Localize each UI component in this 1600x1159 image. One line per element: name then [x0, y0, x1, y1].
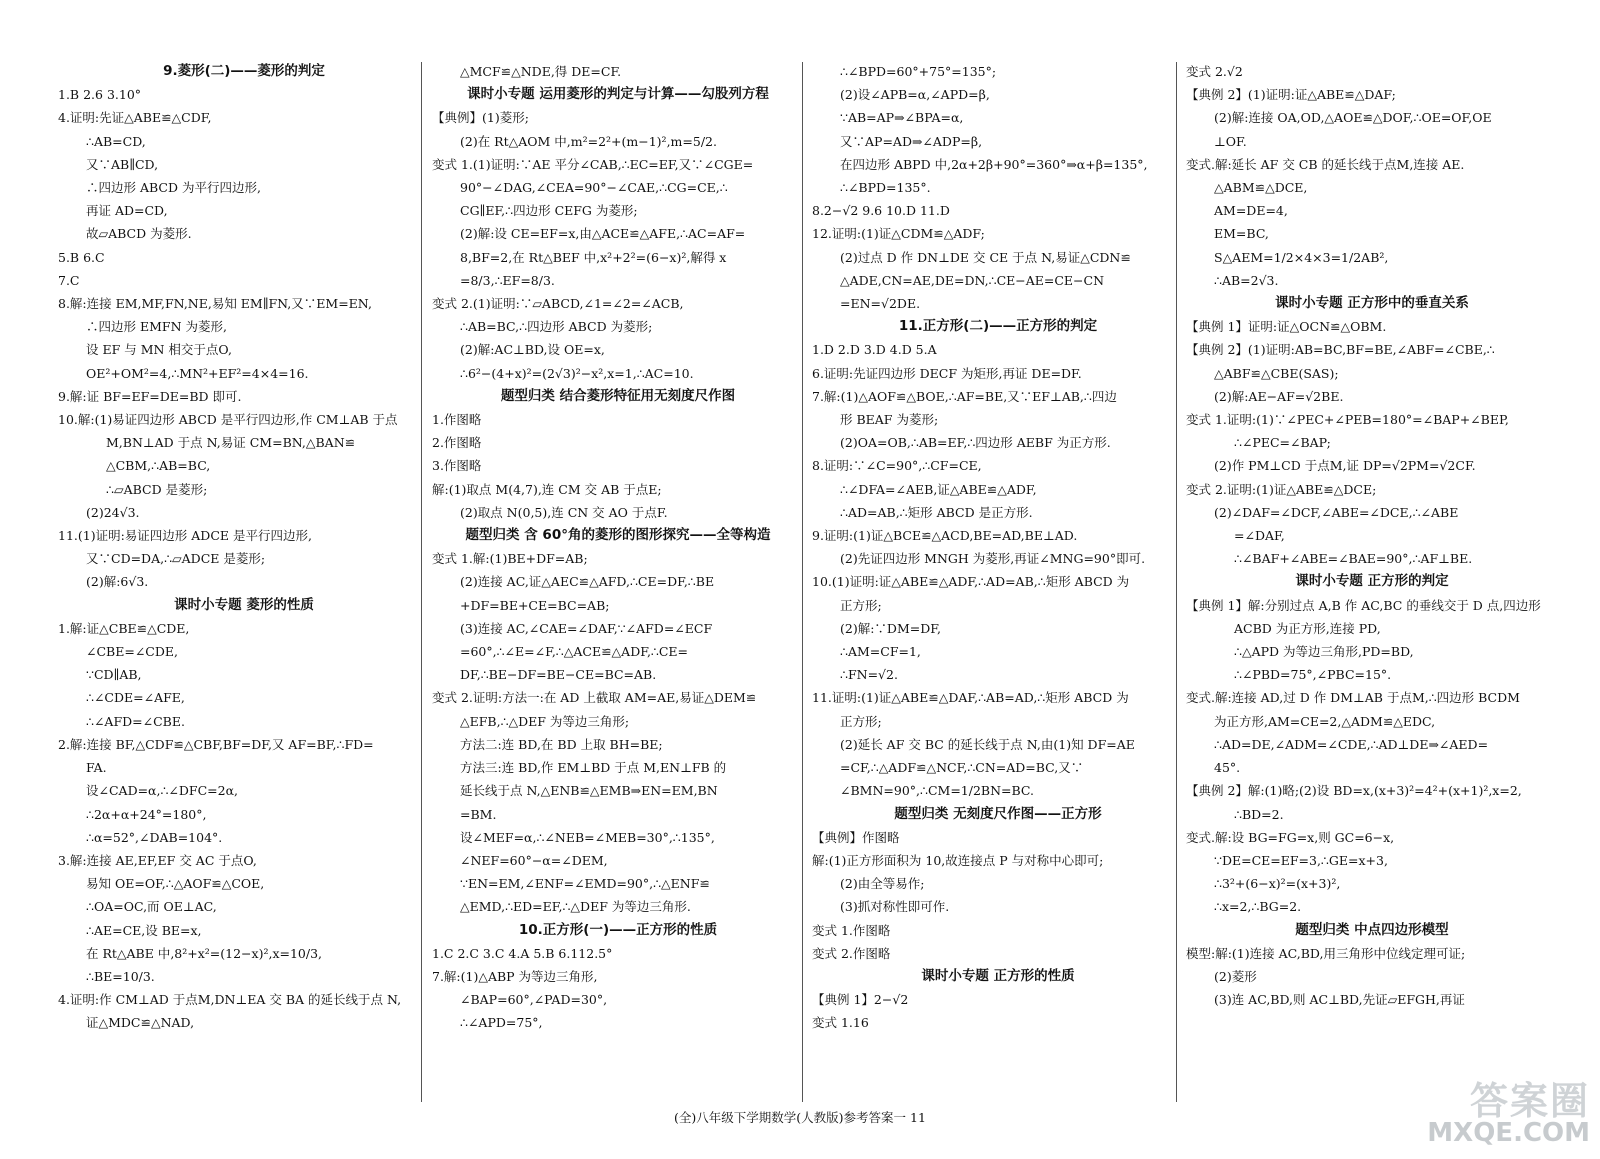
answer-line: 设∠CAD=α,∴∠DFC=2α,	[86, 783, 239, 799]
answer-line: ∴2α+α+24°=180°,	[86, 806, 207, 822]
answer-line: (3)抓对称性即可作.	[840, 899, 950, 915]
answer-line: 9.解:证 BF=EF=DE=BD 即可.	[58, 388, 242, 404]
answer-line: 在 Rt△ABE 中,8²+x²=(12−x)²,x=10/3,	[86, 945, 323, 961]
answer-line: 1.作图略	[432, 412, 482, 428]
answer-line: 4.证明:先证△ABE≌△CDF,	[58, 110, 212, 126]
answer-line: 为正方形,AM=CE=2,△ADM≌△EDC,	[1214, 713, 1436, 729]
answer-line: (2)由全等易作;	[840, 876, 925, 892]
answer-line: △ADE,CN=AE,DE=DN,∴CE−AE=CE−CN	[840, 272, 1105, 288]
answer-line: ∴∠PEC=∠BAP;	[1234, 435, 1331, 451]
answer-line: 90°−∠DAG,∠CEA=90°−∠CAE,∴CG=CE,∴	[460, 180, 728, 196]
answer-line: ∵AB=AP⇒∠BPA=α,	[840, 110, 964, 126]
answer-line: ∴α=52°,∠DAB=104°.	[86, 829, 223, 845]
answer-line: ∴▱ABCD 是菱形;	[106, 481, 208, 497]
section-heading: 课时小专题 正方形的性质	[921, 967, 1075, 984]
answer-line: S△AEM=1/2×4×3=1/2AB²,	[1214, 249, 1389, 265]
answer-line: 【典例 2】(1)证明:AB=BC,BF=BE,∠ABF=∠CBE,∴	[1186, 342, 1495, 358]
answer-line: 8.2−√2 9.6 10.D 11.D	[812, 203, 950, 219]
answer-line: 3.解:连接 AE,EF,EF 交 AC 于点O,	[58, 852, 257, 868]
answer-line: DF,∴BE−DF=BE−CE=BC=AB.	[460, 667, 657, 683]
answer-line: CG∥EF,∴四边形 CEFG 为菱形;	[460, 203, 638, 219]
answer-line: ∠BMN=90°,∴CM=1/2BN=BC.	[840, 783, 1035, 799]
answer-line: △CBM,∴AB=BC,	[106, 458, 211, 474]
answer-line: 7.解:(1)△ABP 为等边三角形,	[432, 968, 598, 984]
answer-line: 又∵CD=DA,∴▱ADCE 是菱形;	[86, 551, 266, 567]
answer-line: 8,BF=2,在 Rt△BEF 中,x²+2²=(6−x)²,解得 x	[460, 249, 727, 265]
answer-line: ∴BD=2.	[1234, 806, 1284, 822]
answer-line: 变式.解:连接 AD,过 D 作 DM⊥AB 于点M,∴四边形 BCDM	[1186, 690, 1520, 706]
column-2	[432, 60, 804, 1120]
answer-line: 正方形;	[840, 713, 882, 729]
answer-line: ∴∠AFD=∠CBE.	[86, 713, 185, 729]
answer-line: (2)在 Rt△AOM 中,m²=2²+(m−1)²,m=5/2.	[460, 133, 717, 149]
answer-line: 正方形;	[840, 597, 882, 613]
answer-line: 变式.解:设 BG=FG=x,则 GC=6−x,	[1186, 829, 1395, 845]
answer-line: 故▱ABCD 为菱形.	[86, 226, 192, 242]
answer-line: △EFB,∴△DEF 为等边三角形;	[460, 713, 630, 729]
answer-line: 2.作图略	[432, 435, 482, 451]
answer-line: (2)解:∵DM=DF,	[840, 620, 941, 636]
answer-line: 设∠MEF=α,∴∠NEB=∠MEB=30°,∴135°,	[460, 829, 715, 845]
answer-line: ⊥OF.	[1214, 133, 1247, 149]
section-heading: 课时小专题 运用菱形的判定与计算——勾股列方程	[467, 86, 769, 103]
answer-line: M,BN⊥AD 于点 N,易证 CM=BN,△BAN≌	[106, 435, 356, 451]
answer-line: ∴AE=CE,设 BE=x,	[86, 922, 202, 938]
answer-line: 形 BEAF 为菱形;	[840, 412, 939, 428]
answer-line: 模型:解:(1)连接 AC,BD,用三角形中位线定理可证;	[1186, 945, 1466, 961]
answer-line: 1.B 2.6 3.10°	[58, 87, 142, 103]
answer-line: 9.证明:(1)证△BCE≌△ACD,BE=AD,BE⊥AD.	[812, 528, 1078, 544]
answer-line: (2)解:6√3.	[86, 574, 149, 590]
answer-line: 10.解:(1)易证四边形 ABCD 是平行四边形,作 CM⊥AB 于点	[58, 412, 398, 428]
answer-line: 2.解:连接 BF,△CDF≌△CBF,BF=DF,又 AF=BF,∴FD=	[58, 736, 374, 752]
column-1	[58, 60, 430, 1120]
column-4	[1186, 60, 1558, 1120]
answer-line: ∴AB=BC,∴四边形 ABCD 为菱形;	[460, 319, 653, 335]
page-footer: (全)八年级下学期数学(人教版)参考答案一 11	[674, 1110, 926, 1125]
answer-line: ∴∠PBD=75°,∠PBC=15°.	[1234, 667, 1392, 683]
answer-line: ∴3²+(6−x)²=(x+3)²,	[1214, 876, 1341, 892]
answer-line: 又∵AB∥CD,	[86, 156, 159, 172]
answer-line: ∠NEF=60°−α=∠DEM,	[460, 852, 608, 868]
answer-line: ∴6²−(4+x)²=(2√3)²−x²,x=1,∴AC=10.	[460, 365, 694, 381]
answer-line: 设 EF 与 MN 相交于点O,	[86, 342, 232, 358]
answer-line: =∠DAF,	[1234, 528, 1285, 544]
section-heading: 题型归类 无刻度尺作图——正方形	[894, 805, 1102, 822]
answer-line: ∠CBE=∠CDE,	[86, 644, 178, 660]
answer-line: △ABF≌△CBE(SAS);	[1214, 365, 1339, 381]
answer-line: 变式 2.(1)证明:∵▱ABCD,∠1=∠2=∠ACB,	[432, 296, 684, 312]
answer-line: ∴∠DFA=∠AEB,证△ABE≌△ADF,	[840, 481, 1037, 497]
answer-line: ∴AB=CD,	[86, 133, 146, 149]
section-heading: 10.正方形(一)——正方形的性质	[518, 921, 718, 938]
answer-line: ACBD 为正方形,连接 PD,	[1234, 620, 1381, 636]
answer-line: (2)解:AE−AF=√2BE.	[1214, 388, 1344, 404]
section-heading: 题型归类 含 60°角的菱形的图形探究——全等构造	[465, 527, 771, 544]
answer-line: 方法三:连 BD,作 EM⊥BD 于点 M,EN⊥FB 的	[460, 760, 727, 776]
answer-line: ∴AD=AB,∴矩形 ABCD 是正方形.	[840, 504, 1033, 520]
answer-line: 方法二:连 BD,在 BD 上取 BH=BE;	[460, 736, 663, 752]
answer-line: 7.解:(1)△AOF≌△BOE,∴AF=BE,又∵EF⊥AB,∴四边	[812, 388, 1117, 404]
answer-line: 易知 OE=OF,∴△AOF≌△COE,	[86, 876, 265, 892]
answer-line: 1.C 2.C 3.C 4.A 5.B 6.112.5°	[432, 945, 613, 961]
answer-line: 1.解:证△CBE≌△CDE,	[58, 620, 190, 636]
answer-line: OE²+OM²=4,∴MN²+EF²=4×4=16.	[86, 365, 309, 381]
answer-line: 证△MDC≌△NAD,	[86, 1015, 195, 1031]
answer-line: 解:(1)正方形面积为 10,故连接点 P 与对称中心即可;	[812, 852, 1104, 868]
answer-line: 6.证明:先证四边形 DECF 为矩形,再证 DE=DF.	[812, 365, 1082, 381]
answer-line: (2)延长 AF 交 BC 的延长线于点 N,由(1)知 DF=AE	[840, 736, 1135, 752]
answer-line: ∴x=2,∴BG=2.	[1214, 899, 1302, 915]
answer-line: +DF=BE+CE=BC=AB;	[460, 597, 610, 613]
section-heading: 11.正方形(二)——正方形的判定	[898, 318, 1098, 335]
answer-line: 1.D 2.D 3.D 4.D 5.A	[812, 342, 937, 358]
answer-line: ∴四边形 ABCD 为平行四边形,	[86, 180, 261, 196]
answer-line: 【典例】(1)菱形;	[432, 110, 529, 126]
answer-line: 11.(1)证明:易证四边形 ADCE 是平行四边形,	[58, 528, 312, 544]
answer-line: ∴∠CDE=∠AFE,	[86, 690, 185, 706]
answer-line: (2)设∠APB=α,∠APD=β,	[840, 87, 990, 103]
answer-line: 8.证明:∵∠C=90°,∴CF=CE,	[812, 458, 982, 474]
answer-line: (2)∠DAF=∠DCF,∠ABE=∠DCE,∴∠ABE	[1214, 504, 1459, 520]
answer-line: (2)连接 AC,证△AEC≌△AFD,∴CE=DF,∴BE	[460, 574, 715, 590]
answer-line: 12.证明:(1)证△CDM≌△ADF;	[812, 226, 985, 242]
answer-line: ∴BE=10/3.	[86, 968, 155, 984]
answer-line: 变式 1.16	[812, 1015, 869, 1031]
answer-line: ∴AM=CF=1,	[840, 644, 921, 660]
answer-line: (2)OA=OB,∴AB=EF,∴四边形 AEBF 为正方形.	[840, 435, 1111, 451]
answer-line: (2)解:设 CE=EF=x,由△ACE≌△AFE,∴AC=AF=	[460, 226, 746, 242]
answer-line: (2)作 PM⊥CD 于点M,证 DP=√2PM=√2CF.	[1214, 458, 1476, 474]
answer-line: =CF,∴△ADF≌△NCF,∴CN=AD=BC,又∵	[840, 760, 1084, 776]
answer-line: ∴∠BAF+∠ABE=∠BAE=90°,∴AF⊥BE.	[1234, 551, 1473, 567]
answer-line: (2)解:连接 OA,OD,△AOE≌△DOF,∴OE=OF,OE	[1214, 110, 1492, 126]
answer-line: ∴AD=DE,∠ADM=∠CDE,∴AD⊥DE⇒∠AED=	[1214, 736, 1489, 752]
answer-line: ∴∠APD=75°,	[460, 1015, 543, 1031]
column-divider	[1176, 62, 1177, 1102]
answer-line: (2)解:AC⊥BD,设 OE=x,	[460, 342, 605, 358]
answer-line: (2)24√3.	[86, 504, 140, 520]
answer-line: 【典例 1】2−√2	[812, 992, 909, 1008]
answer-line: 再证 AD=CD,	[86, 203, 168, 219]
answer-line: AM=DE=4,	[1214, 203, 1288, 219]
section-heading: 课时小专题 正方形中的垂直关系	[1275, 295, 1469, 312]
answer-line: 【典例 2】(1)证明:证△ABE≌△DAF;	[1186, 87, 1396, 103]
answer-line: ∴OA=OC,而 OE⊥AC,	[86, 899, 217, 915]
answer-line: FA.	[86, 760, 107, 776]
answer-line: 解:(1)取点 M(4,7),连 CM 交 AB 于点E;	[432, 481, 662, 497]
answer-line: 变式 1.作图略	[812, 922, 891, 938]
answer-line: 【典例 2】解:(1)略;(2)设 BD=x,(x+3)²=4²+(x+1)²,x=2,	[1186, 783, 1522, 799]
answer-line: ∵EN=EM,∠ENF=∠EMD=90°,∴△ENF≌	[460, 876, 710, 892]
answer-line: (3)连接 AC,∠CAE=∠DAF,∵∠AFD=∠ECF	[460, 620, 713, 636]
answer-line: ∴AB=2√3.	[1214, 272, 1279, 288]
answer-line: 【典例】作图略	[812, 829, 900, 845]
answer-line: (3)连 AC,BD,则 AC⊥BD,先证▱EFGH,再证	[1214, 992, 1465, 1008]
answer-line: 5.B 6.C	[58, 249, 105, 265]
answer-line: 8.解:连接 EM,MF,FN,NE,易知 EM∥FN,又∵EM=EN,	[58, 296, 372, 312]
column-3	[812, 60, 1184, 1120]
watermark-logo: 答案圈	[1469, 1079, 1590, 1123]
answer-line: 11.证明:(1)证△ABE≌△DAF,∴AB=AD,∴矩形 ABCD 为	[812, 690, 1129, 706]
answer-line: =60°,∴∠E=∠F,∴△ACE≌△ADF,∴CE=	[460, 644, 689, 660]
section-heading: 题型归类 结合菱形特征用无刻度尺作图	[500, 387, 736, 404]
answer-line: 变式 1.(1)证明:∵AE 平分∠CAB,∴EC=EF,又∵∠CGE=	[432, 156, 754, 172]
answer-line: 7.C	[58, 272, 80, 288]
answer-line: ∴FN=√2.	[840, 667, 898, 683]
answer-line: 【典例 1】解:分别过点 A,B 作 AC,BC 的垂线交于 D 点,四边形	[1186, 597, 1541, 613]
answer-line: (2)菱形	[1214, 968, 1257, 984]
answer-line: =8/3,∴EF=8/3.	[460, 272, 555, 288]
answer-line: 4.证明:作 CM⊥AD 于点M,DN⊥EA 交 BA 的延长线于点 N,	[58, 992, 402, 1008]
answer-line: 3.作图略	[432, 458, 482, 474]
answer-line: △EMD,∴ED=EF,∴△DEF 为等边三角形.	[460, 899, 691, 915]
answer-line: 在四边形 ABPD 中,2α+2β+90°=360°⇒α+β=135°,	[840, 156, 1148, 172]
answer-line: ∴△APD 为等边三角形,PD=BD,	[1234, 644, 1414, 660]
answer-line: 变式 1.解:(1)BE+DF=AB;	[432, 551, 588, 567]
answer-line: ∠BAP=60°,∠PAD=30°,	[460, 992, 608, 1008]
column-divider	[802, 62, 803, 1102]
answer-line: 【典例 1】证明:证△OCN≌△OBM.	[1186, 319, 1387, 335]
answer-line: ∴∠BPD=60°+75°=135°;	[840, 64, 997, 79]
answer-line: ∴四边形 EMFN 为菱形,	[86, 319, 227, 335]
watermark-site: MXQE.COM	[1427, 1118, 1590, 1148]
answer-line: 10.(1)证明:证△ABE≌△ADF,∴AD=AB,∴矩形 ABCD 为	[812, 574, 1130, 590]
answer-line: 延长线于点 N,△ENB≌△EMB⇒EN=EM,BN	[460, 783, 718, 799]
answer-line: △MCF≌△NDE,得 DE=CF.	[460, 64, 622, 79]
answer-line: (2)先证四边形 MNGH 为菱形,再证∠MNG=90°即可.	[840, 551, 1146, 567]
answer-line: 变式 1.证明:(1)∵∠PEC+∠PEB=180°=∠BAP+∠BEP,	[1186, 412, 1509, 428]
answer-line: 45°.	[1214, 760, 1241, 776]
column-divider	[421, 62, 422, 1102]
answer-line: =EN=√2DE.	[840, 296, 921, 312]
answer-line: 变式 2.证明:方法一:在 AD 上截取 AM=AE,易证△DEM≌	[432, 690, 757, 706]
answer-line: ∴∠BPD=135°.	[840, 180, 931, 196]
answer-line: 又∵AP=AD⇒∠ADP=β,	[840, 133, 983, 149]
section-heading: 9.菱形(二)——菱形的判定	[163, 63, 325, 79]
answer-line: 变式 2.作图略	[812, 945, 891, 961]
section-heading: 课时小专题 正方形的判定	[1295, 573, 1449, 590]
answer-line: 变式.解:延长 AF 交 CB 的延长线于点M,连接 AE.	[1186, 156, 1465, 172]
answer-line: ∵CD∥AB,	[86, 667, 142, 683]
answer-line: (2)取点 N(0,5),连 CN 交 AO 于点F.	[460, 504, 668, 520]
answer-line: =BM.	[460, 806, 497, 822]
watermark	[1380, 1070, 1590, 1150]
section-heading: 题型归类 中点四边形模型	[1295, 921, 1449, 938]
answer-line: △ABM≌△DCE,	[1214, 180, 1308, 196]
answer-line: 变式 2.证明:(1)证△ABE≌△DCE;	[1186, 481, 1377, 497]
answer-line: EM=BC,	[1214, 226, 1269, 242]
section-heading: 课时小专题 菱形的性质	[174, 596, 314, 613]
answer-line: 变式 2.√2	[1186, 64, 1243, 79]
answer-line: ∵DE=CE=EF=3,∴GE=x+3,	[1214, 852, 1388, 868]
answer-line: (2)过点 D 作 DN⊥DE 交 CE 于点 N,易证△CDN≌	[840, 249, 1131, 265]
